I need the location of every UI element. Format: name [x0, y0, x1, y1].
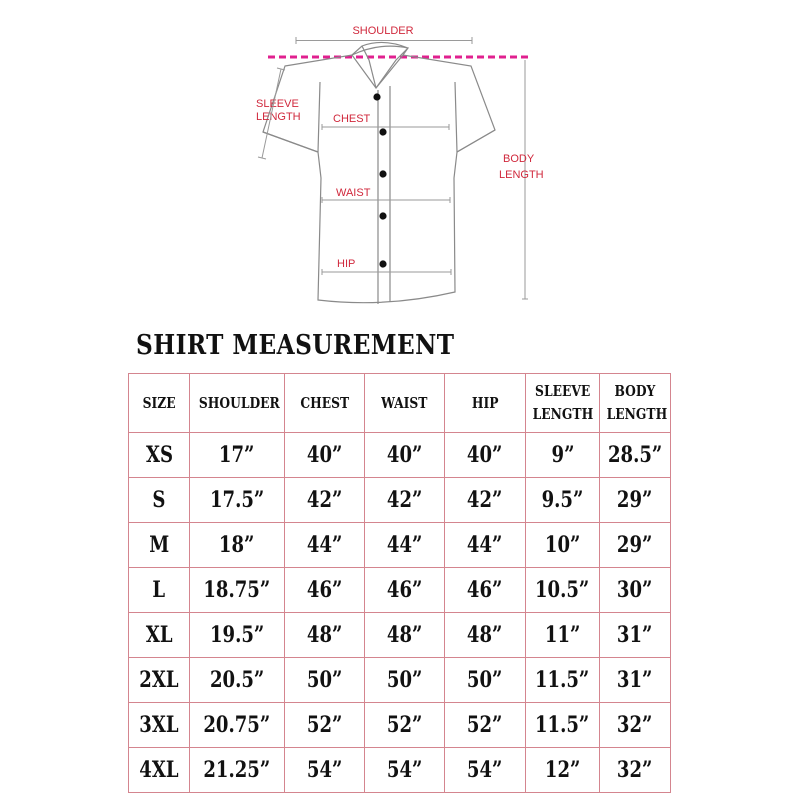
cell-value: 48” — [386, 622, 423, 648]
cell-body-length — [600, 523, 671, 568]
cell-value: 54” — [386, 757, 423, 783]
sleeve-length-label-line1: SLEEVE — [256, 98, 299, 110]
cell-sleeve-length — [526, 613, 600, 658]
cell-value: 31” — [617, 622, 653, 648]
table-row — [129, 523, 671, 568]
cell-value: 10.5” — [535, 577, 590, 603]
cell-body-length — [600, 433, 671, 478]
cell-value: 46” — [386, 577, 423, 603]
cell-value: 54” — [467, 757, 503, 783]
cell-body-length — [600, 613, 671, 658]
cell-waist — [365, 433, 445, 478]
cell-value: S — [152, 487, 166, 513]
header-sleeve-length — [526, 374, 600, 433]
cell-waist — [365, 748, 445, 793]
cell-body-length — [600, 748, 671, 793]
cell-value: 4XL — [139, 757, 179, 783]
cell-value: 42” — [306, 487, 343, 513]
cell-size — [129, 568, 190, 613]
cell-value: 3XL — [139, 712, 179, 738]
cell-body-length — [600, 658, 671, 703]
header-shoulder — [190, 374, 285, 433]
cell-body-length — [600, 568, 671, 613]
cell-shoulder — [190, 613, 285, 658]
cell-value: 29” — [617, 487, 653, 513]
cell-value: 44” — [306, 532, 343, 558]
header-chest — [285, 374, 365, 433]
table-row — [129, 568, 671, 613]
cell-value: 50” — [467, 667, 503, 693]
cell-waist — [365, 568, 445, 613]
cell-body-length — [600, 703, 671, 748]
cell-value: 29” — [617, 532, 653, 558]
cell-value: 40” — [306, 442, 343, 468]
cell-hip — [445, 478, 526, 523]
cell-value: 17.5” — [209, 487, 265, 513]
cell-value: 50” — [306, 667, 343, 693]
header-sleeve-length-text: SLEEVE — [534, 382, 591, 400]
cell-shoulder — [190, 748, 285, 793]
cell-value: 32” — [617, 757, 653, 783]
page-title: SHIRT MEASUREMENT — [136, 330, 455, 361]
cell-value: XS — [145, 442, 173, 468]
cell-value: 42” — [386, 487, 423, 513]
cell-value: XL — [145, 622, 173, 648]
cell-sleeve-length — [526, 748, 600, 793]
shirt-measurement-diagram — [0, 0, 800, 320]
shirt-outline — [263, 42, 495, 304]
header-sleeve-length-text: LENGTH — [532, 405, 594, 423]
cell-chest — [285, 703, 365, 748]
table-header-row — [129, 374, 671, 433]
cell-value: 2XL — [139, 667, 179, 693]
table-row — [129, 658, 671, 703]
cell-sleeve-length — [526, 703, 600, 748]
cell-body-length — [600, 478, 671, 523]
header-waist-text: WAIST — [381, 393, 428, 412]
cell-size — [129, 613, 190, 658]
cell-shoulder — [190, 568, 285, 613]
cell-size — [129, 658, 190, 703]
cell-chest — [285, 613, 365, 658]
cell-waist — [365, 613, 445, 658]
cell-chest — [285, 658, 365, 703]
cell-value: 32” — [617, 712, 653, 738]
cell-value: 52” — [306, 712, 343, 738]
cell-value: 44” — [467, 532, 503, 558]
header-shoulder-text: SHOULDER — [198, 393, 280, 412]
cell-value: 17” — [219, 442, 255, 468]
cell-value: 48” — [306, 622, 343, 648]
header-hip — [445, 374, 526, 433]
body-length-label-line1: BODY — [503, 153, 535, 165]
header-body-length-text: LENGTH — [606, 405, 668, 423]
cell-value: 52” — [467, 712, 503, 738]
cell-chest — [285, 433, 365, 478]
cell-value: 9” — [551, 442, 574, 468]
cell-hip — [445, 613, 526, 658]
cell-chest — [285, 478, 365, 523]
cell-value: 18” — [219, 532, 255, 558]
cell-chest — [285, 523, 365, 568]
cell-value: 11.5” — [535, 667, 590, 693]
header-size-text: SIZE — [142, 393, 176, 412]
cell-size — [129, 523, 190, 568]
cell-value: 9.5” — [541, 487, 584, 513]
table-row — [129, 433, 671, 478]
header-hip-text: HIP — [471, 393, 499, 412]
cell-shoulder — [190, 433, 285, 478]
header-waist — [365, 374, 445, 433]
header-chest-text: CHEST — [300, 393, 349, 412]
table-row — [129, 613, 671, 658]
table-body — [129, 433, 671, 793]
waist-label: WAIST — [336, 187, 371, 199]
cell-shoulder — [190, 658, 285, 703]
cell-value: 19.5” — [209, 622, 265, 648]
cell-value: 28.5” — [607, 442, 663, 468]
cell-shoulder — [190, 478, 285, 523]
cell-hip — [445, 703, 526, 748]
cell-value: 30” — [617, 577, 653, 603]
cell-value: 44” — [386, 532, 423, 558]
cell-value: 46” — [467, 577, 503, 603]
cell-size — [129, 478, 190, 523]
cell-value: 42” — [467, 487, 503, 513]
cell-hip — [445, 523, 526, 568]
cell-size — [129, 703, 190, 748]
chest-label: CHEST — [333, 113, 371, 125]
shirt-buttons — [373, 93, 386, 267]
cell-value: 12” — [544, 757, 581, 783]
cell-value: 40” — [467, 442, 503, 468]
header-body-length-text: BODY — [614, 382, 656, 400]
cell-hip — [445, 658, 526, 703]
cell-value: 18.75” — [203, 577, 271, 603]
header-body-length — [600, 374, 671, 433]
table-row — [129, 478, 671, 523]
cell-size — [129, 433, 190, 478]
cell-size — [129, 748, 190, 793]
cell-sleeve-length — [526, 568, 600, 613]
cell-value: L — [152, 577, 166, 603]
cell-value: 31” — [617, 667, 653, 693]
cell-value: 54” — [306, 757, 343, 783]
cell-value: 11.5” — [535, 712, 590, 738]
cell-value: 20.75” — [203, 712, 271, 738]
cell-value: 48” — [467, 622, 503, 648]
cell-shoulder — [190, 703, 285, 748]
size-chart-table — [128, 373, 671, 793]
cell-waist — [365, 523, 445, 568]
hip-label: HIP — [337, 258, 356, 270]
cell-value: 46” — [306, 577, 343, 603]
cell-sleeve-length — [526, 433, 600, 478]
header-size — [129, 374, 190, 433]
cell-value: 11” — [544, 622, 581, 648]
cell-hip — [445, 433, 526, 478]
cell-chest — [285, 748, 365, 793]
sleeve-length-label-line2: LENGTH — [256, 111, 301, 123]
cell-value: 10” — [544, 532, 581, 558]
table-row — [129, 703, 671, 748]
cell-value: 21.25” — [203, 757, 271, 783]
cell-value: 52” — [386, 712, 423, 738]
cell-value: 20.5” — [209, 667, 265, 693]
table-row — [129, 748, 671, 793]
cell-hip — [445, 748, 526, 793]
cell-shoulder — [190, 523, 285, 568]
cell-waist — [365, 703, 445, 748]
cell-hip — [445, 568, 526, 613]
cell-waist — [365, 478, 445, 523]
cell-value: M — [149, 532, 169, 558]
shoulder-label: SHOULDER — [352, 25, 414, 37]
cell-sleeve-length — [526, 478, 600, 523]
cell-sleeve-length — [526, 658, 600, 703]
cell-waist — [365, 658, 445, 703]
cell-value: 50” — [386, 667, 423, 693]
body-length-label-line2: LENGTH — [499, 169, 544, 181]
cell-chest — [285, 568, 365, 613]
cell-value: 40” — [386, 442, 423, 468]
cell-sleeve-length — [526, 523, 600, 568]
